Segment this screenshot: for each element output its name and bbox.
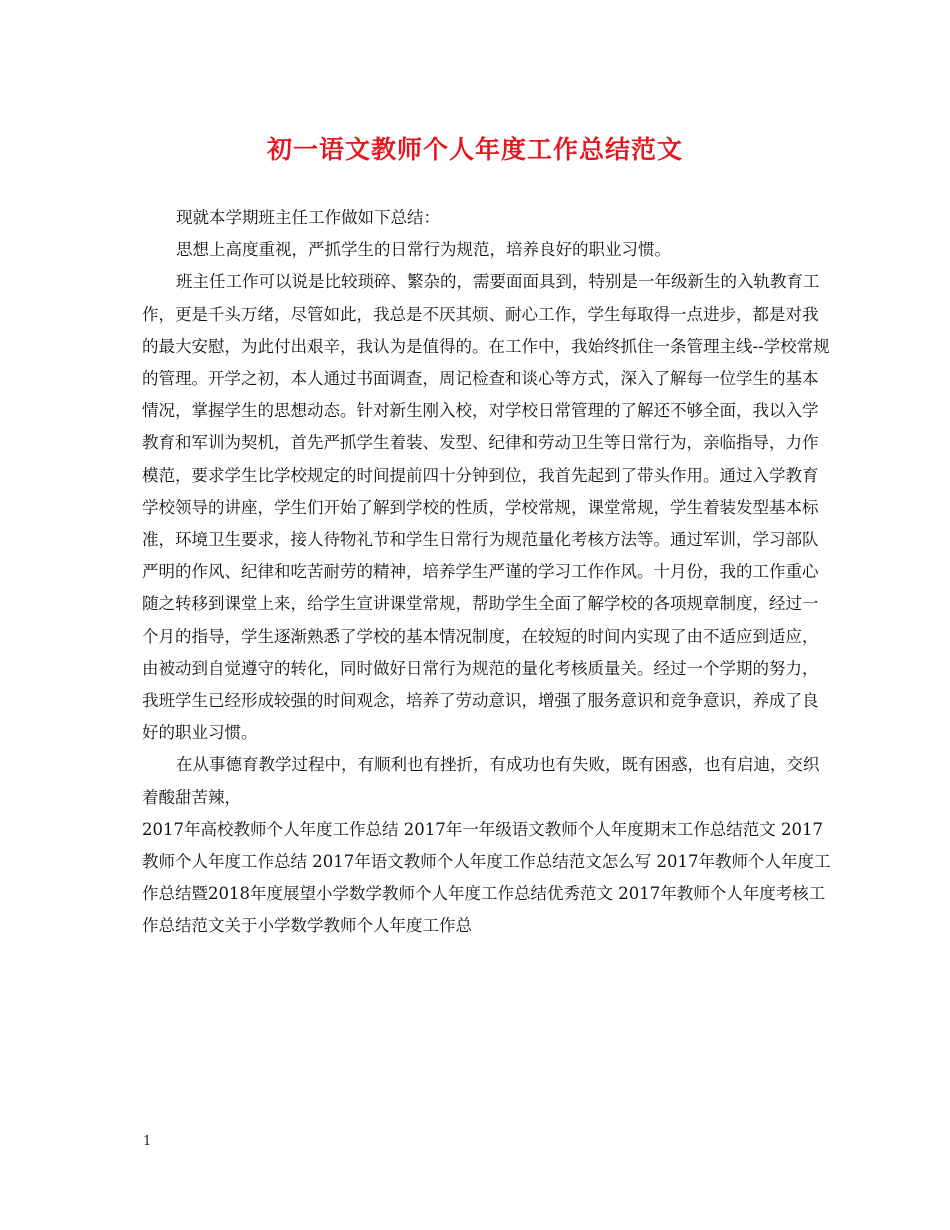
paragraph-intro: 现就本学期班主任工作做如下总结： [176, 208, 440, 227]
document-title: 初一语文教师个人年度工作总结范文 [266, 135, 683, 164]
paragraph-moral-education: 在从事德育教学过程中，有顺利也有挫折，有成功也有失败，既有困惑，也有启迪，交织着酸甜苦辣， [142, 755, 820, 807]
document-body [142, 202, 832, 943]
paragraph-class-teacher-work: 班主任工作可以说是比较琐碎、繁杂的，需要面面具到，特别是一年级新生的入轨教育工作，更是千头万绪，尽管如此，我总是不厌其烦、耐心工作，学生每取得一点进步，都是对我的最大安慰，为此付出艰辛，我认为是值得的。在工作中，我始终抓住一条管理主线--学校常规的管理。开学之初，本人通过书面调查，周记检查和谈心等方式，深入了解每一位学生的基本情况，掌握学生的思想动态。针对新生刚入校，对学校日常管理的了解还不够全面，我以入学教育和军训为契机，首先严抓学生着装、发型、纪律和劳动卫生等日常行为，亲临指导，力作模范，要求学生比学校规定的时间提前四十分钟到位，我首先起到了带头作用。通过入学教育学校领导的讲座，学生们开始了解到学校的性质，学校常规，课堂常规，学生着装发型基本标准，环境卫生要求，接人待物礼节和学生日常行为规范量化考核方法等。通过军训，学习部队严明的作风、纪律和吃苦耐劳的精神，培养学生严谨的学习工作作风。十月份，我的工作重心随之转移到课堂上来，给学生宣讲课堂常规，帮助学生全面了解学校的各项规章制度，经过一个月的指导，学生逐渐熟悉了学校的基本情况制度，在较短的时间内实现了由不适应到适应，由被动到自觉遵守的转化，同时做好日常行为规范的量化考核质量关。经过一个学期的努力，我班学生已经形成较强的时间观念，培养了劳动意识，增强了服务意识和竞争意识，养成了良好的职业习惯。 [142, 272, 830, 743]
paragraph-related-links: 2017年高校教师个人年度工作总结 2017年一年级语文教师个人年度期末工作总结范文 2017教师个人年度工作总结 2017年语文教师个人年度工作总结范文怎么写 2017年教师个人年度工作总结暨2018年度展望小学数学教师个人年度工作总结优秀范文 2017年教师个人年度考核工作总结范文关于小学数学教师个人年度工作总 [142, 819, 831, 936]
paragraph-thought: 思想上高度重视，严抓学生的日常行为规范，培养良好的职业习惯。 [176, 240, 671, 260]
page-number: 1 [143, 1134, 152, 1149]
